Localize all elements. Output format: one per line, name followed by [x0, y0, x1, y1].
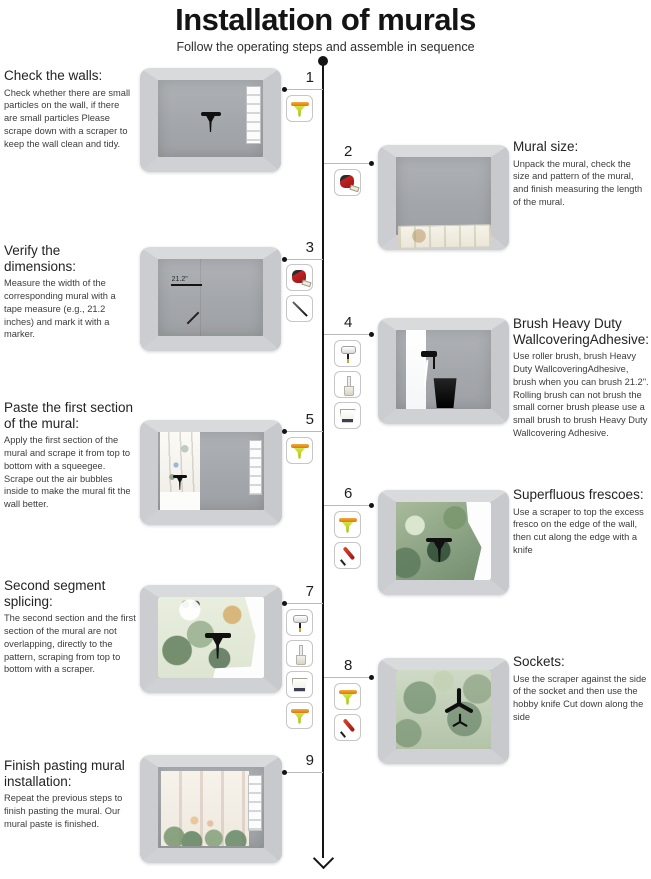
step-1-number: 1	[305, 69, 314, 86]
squeegee-icon	[286, 702, 313, 729]
step-5-connector	[284, 411, 323, 432]
squeegee-mark	[201, 112, 221, 132]
step-3-tools	[286, 264, 313, 322]
step-5-text	[4, 400, 135, 511]
step-3-image	[140, 247, 281, 351]
tape-measure-icon	[334, 169, 361, 196]
paint-bucket-icon	[334, 402, 361, 429]
step-1-text	[4, 68, 135, 151]
measurement-line	[171, 284, 203, 287]
squeegee-mark	[426, 538, 452, 562]
step-6-text	[513, 487, 648, 557]
step-7-number: 7	[305, 583, 314, 600]
flat-brush-icon	[286, 640, 313, 667]
step-1-connector	[284, 69, 323, 90]
step-2-text	[513, 139, 648, 209]
step-9-title: Finish pasting mural installation:	[4, 758, 125, 789]
step-6-number: 6	[344, 485, 353, 502]
squeegee-mark	[173, 475, 187, 490]
step-1-body: Check whether there are small particles on the wall, if there are small particles Please scrape down with a scraper to keep the wall clean and tidy.	[4, 87, 131, 149]
knife-icon	[334, 714, 361, 741]
step-4-text	[513, 316, 649, 440]
step-8-connector	[324, 657, 372, 678]
window-radiator	[248, 775, 262, 830]
excess-fresco-wall	[396, 502, 491, 580]
splicing-wall	[158, 597, 264, 678]
header	[0, 0, 651, 54]
step-8-number: 8	[344, 657, 353, 674]
blank-strip	[160, 492, 200, 510]
step-9-connector	[284, 752, 323, 773]
step-5-title: Paste the first section of the mural:	[4, 400, 134, 431]
roller-brush-icon	[334, 340, 361, 367]
step-6-connector	[324, 485, 372, 506]
step-8-image	[378, 658, 509, 764]
step-1-title: Check the walls:	[4, 68, 103, 83]
first-section-wall	[158, 432, 264, 510]
step-9-number: 9	[305, 752, 314, 769]
step-2-number: 2	[344, 143, 353, 160]
marker-icon	[286, 295, 313, 322]
squeegee-icon	[286, 95, 313, 122]
step-8-tools	[334, 683, 361, 741]
step-2-connector	[324, 143, 372, 164]
step-3-connector	[284, 239, 323, 260]
step-8-text	[513, 654, 648, 724]
timeline-arrow-down-icon	[313, 848, 334, 869]
step-6-title: Superfluous frescoes:	[513, 487, 644, 502]
step-4-body: Use roller brush, brush Heavy Duty WallcoveringAdhesive, brush when you can brush 21.2". Rolling brush can not brush the small corner brush please use a small brush to brush Heavy Duty Wallcovering Adhesive.	[513, 351, 649, 438]
socket-wall	[396, 670, 491, 749]
step-2-tools	[334, 169, 361, 196]
bare-wall	[396, 157, 491, 235]
step-1-tools	[286, 95, 313, 122]
step-9-body: Repeat the previous steps to finish pasting the mural. Our mural paste is finished.	[4, 793, 123, 829]
step-8-body: Use the scraper against the side of the socket and then use the hobby knife Cut down along the side	[513, 673, 647, 722]
step-5-tools	[286, 437, 313, 464]
paint-bucket-mark	[432, 378, 458, 408]
step-7-connector	[284, 583, 323, 604]
measured-wall	[158, 259, 263, 336]
step-6-image	[378, 490, 509, 595]
step-9-text	[4, 758, 135, 831]
finished-wall	[158, 767, 264, 848]
step-3-body: Measure the width of the corresponding mural with a tape measure (e.g., 21.2 inches) and mark it with a marker.	[4, 278, 116, 340]
step-3-text	[4, 243, 135, 341]
page-title: Installation of murals	[175, 2, 476, 37]
roller-mark	[421, 351, 437, 357]
step-8-title: Sockets:	[513, 654, 565, 669]
step-7-body: The second section and the first section of the mural are not overlapping, directly to the pattern, scraping from top to bottom with a scraper.	[4, 613, 136, 675]
step-5-image	[140, 420, 282, 525]
step-7-title: Second segment splicing:	[4, 578, 106, 609]
step-5-body: Apply the first section of the mural and scrape it from top to bottom with a squeegee. Scrape out the air bubbles inside to make the mural fit the wall better.	[4, 435, 131, 510]
wall-crease	[200, 259, 201, 336]
step-6-tools	[334, 511, 361, 569]
knife-icon	[334, 542, 361, 569]
timeline-line	[322, 61, 324, 858]
step-4-image	[378, 318, 509, 424]
forest-mural	[161, 771, 249, 846]
squeegee-icon	[286, 437, 313, 464]
mural-roll-on-floor	[398, 224, 492, 249]
step-2-body: Unpack the mural, check the size and pattern of the mural, and finish measuring the length of the mural.	[513, 158, 643, 207]
step-9-image	[140, 755, 282, 863]
window-radiator	[249, 440, 262, 495]
adhesive-wall	[396, 330, 491, 409]
step-2-title: Mural size:	[513, 139, 579, 154]
step-7-image	[140, 585, 282, 693]
step-4-tools	[334, 340, 361, 429]
step-4-title: Brush Heavy Duty WallcoveringAdhesive:	[513, 316, 650, 347]
measurement-label: 21.2"	[171, 275, 188, 283]
squeegee-icon	[334, 683, 361, 710]
roller-brush-icon	[286, 609, 313, 636]
window-radiator	[246, 86, 261, 143]
step-7-text	[4, 578, 137, 676]
step-4-connector	[324, 314, 372, 335]
squeegee-icon	[334, 511, 361, 538]
step-4-number: 4	[344, 314, 353, 331]
flat-brush-icon	[334, 371, 361, 398]
step-1-image	[140, 68, 281, 172]
squeegee-mark	[205, 633, 231, 659]
step-2-image	[378, 145, 509, 250]
socket-mark-small	[451, 713, 469, 731]
empty-wall	[158, 80, 263, 157]
step-7-tools	[286, 609, 313, 729]
marker-mark	[186, 311, 199, 324]
paint-bucket-icon	[286, 671, 313, 698]
step-5-number: 5	[305, 411, 314, 428]
step-3-title: Verify the dimensions:	[4, 243, 77, 274]
page-subtitle: Follow the operating steps and assemble in sequence	[176, 40, 475, 54]
step-6-body: Use a scraper to top the excess fresco on the edge of the wall, then cut along the edge with a knife	[513, 506, 644, 555]
adhesive-strip	[406, 330, 427, 409]
tape-measure-icon	[286, 264, 313, 291]
step-3-number: 3	[305, 239, 314, 256]
